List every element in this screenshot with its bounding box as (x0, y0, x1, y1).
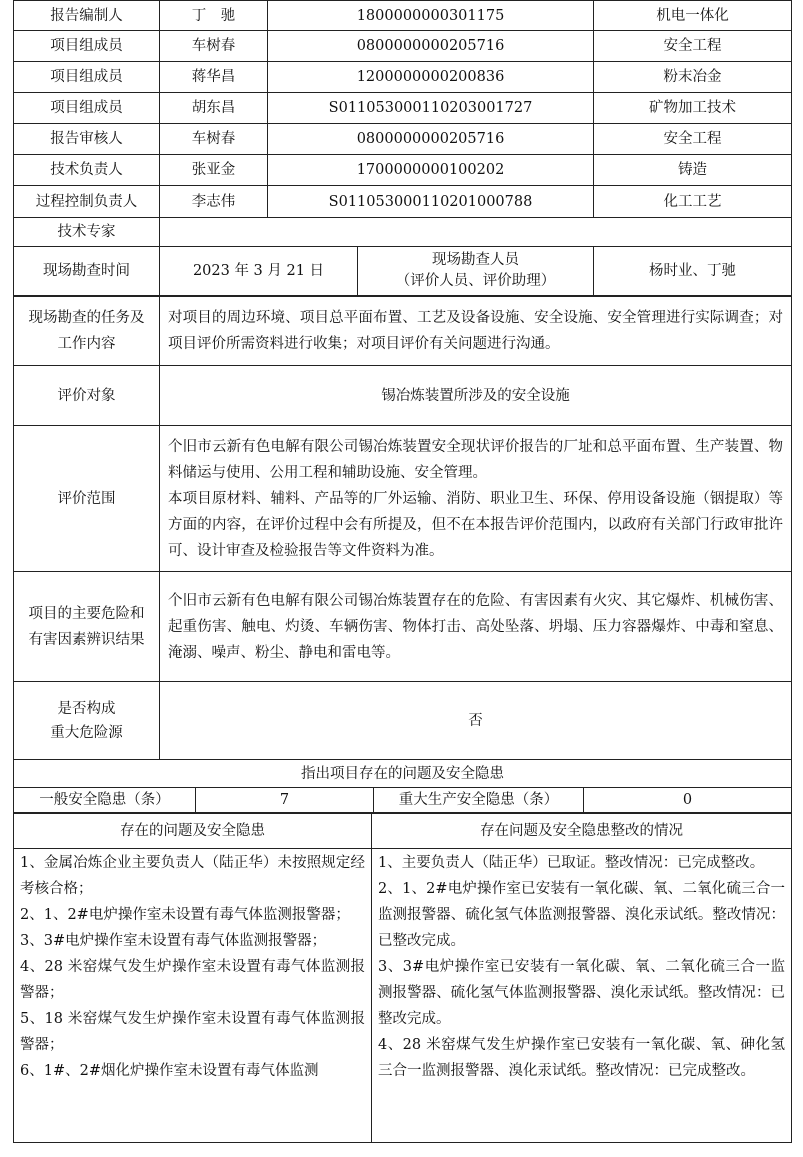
survey-staff-label-line1: 现场勘查人员 (432, 252, 519, 268)
role-cell: 项目组成员 (14, 62, 160, 93)
hazards-content: 个旧市云新有色电解有限公司锡冶炼装置存在的危险、有害因素有火灾、其它爆炸、机械伤害、起重伤害、触电、灼烫、车辆伤害、物体打击、高处坠落、坍塌、压力容器爆炸、中毒和窒息、淹溺、噪声、粉尘、静电和雷电等。 (160, 572, 792, 682)
role-cell: 报告编制人 (14, 1, 160, 31)
object-row (14, 366, 792, 426)
survey-time-label: 现场勘查时间 (14, 246, 160, 296)
scope-row (14, 426, 792, 572)
major-cell: 安全工程 (594, 124, 792, 155)
issues-left-header: 存在的问题及安全隐患 (14, 813, 372, 849)
personnel-row (14, 1, 792, 31)
scope-paragraph-2: 本项目原材料、辅料、产品等的厂外运输、消防、职业卫生、环保、停用设备设施（铟提取）等方面的内容，在评价过程中会有所提及，但不在本报告评价范围内，以政府有关部门行政审批许可、设计审查及检验报告等文件资料为准。 (168, 490, 783, 559)
issues-table (13, 812, 792, 1143)
rectification-item: 1、主要负责人（陆正华）已取证。整改情况：已完成整改。 (378, 855, 765, 871)
cert-cell: 1200000000200836 (268, 62, 594, 93)
major-cell: 粉末冶金 (594, 62, 792, 93)
counts-table (13, 787, 792, 814)
rectification-item: 3、3#电炉操作室已安装有一氧化碳、氧、二氧化硫三合一监测报警器、硫化氢气体监测报警器、溴化汞试纸。整改情况：已整改完成。 (378, 959, 785, 1027)
name-cell: 张亚金 (160, 155, 268, 186)
name-cell: 丁 驰 (160, 1, 268, 31)
role-cell: 项目组成员 (14, 31, 160, 62)
scope-label: 评价范围 (14, 426, 160, 572)
name-cell: 李志伟 (160, 186, 268, 218)
major-cell: 机电一体化 (594, 1, 792, 31)
personnel-row (14, 155, 792, 186)
task-row (14, 296, 792, 366)
role-cell: 技术负责人 (14, 155, 160, 186)
name-cell: 车树春 (160, 124, 268, 155)
hazards-label: 项目的主要危险和有害因素辨识结果 (14, 572, 160, 682)
expert-label: 技术专家 (14, 218, 160, 247)
issue-item: 4、28 米窑煤气发生炉操作室未设置有毒气体监测报警器； (20, 959, 365, 1001)
major-source-label-line2: 重大危险源 (50, 724, 123, 741)
expert-value (160, 218, 792, 247)
issue-item: 3、3#电炉操作室未设置有毒气体监测报警器； (20, 933, 327, 949)
survey-table (13, 246, 792, 297)
cert-cell: S011053000110203001727 (268, 93, 594, 124)
cert-cell: S011053000110201000788 (268, 186, 594, 218)
survey-row (14, 246, 792, 296)
role-cell: 过程控制负责人 (14, 186, 160, 218)
issues-columns-row (14, 813, 792, 849)
issues-header-row (14, 760, 792, 788)
survey-staff-label (358, 246, 594, 296)
report-page (13, 0, 791, 1143)
major-cell: 化工工艺 (594, 186, 792, 218)
major-cell: 安全工程 (594, 31, 792, 62)
major-hazard-count: 0 (584, 787, 792, 813)
expert-row (14, 218, 792, 247)
personnel-row (14, 31, 792, 62)
cert-cell: 0800000000205716 (268, 31, 594, 62)
major-cell: 矿物加工技术 (594, 93, 792, 124)
survey-time-value: 2023 年 3 月 21 日 (160, 246, 358, 296)
name-cell: 车树春 (160, 31, 268, 62)
issue-item: 5、18 米窑煤气发生炉操作室未设置有毒气体监测报警器； (20, 1011, 365, 1053)
personnel-row (14, 62, 792, 93)
name-cell: 胡东昌 (160, 93, 268, 124)
personnel-row (14, 186, 792, 218)
major-source-value: 否 (160, 682, 792, 760)
cert-cell: 1700000000100202 (268, 155, 594, 186)
role-cell: 报告审核人 (14, 124, 160, 155)
survey-staff-value: 杨时业、丁驰 (594, 246, 792, 296)
scope-content (160, 426, 792, 572)
object-content: 锡冶炼装置所涉及的安全设施 (160, 366, 792, 426)
scope-paragraph-1: 个旧市云新有色电解有限公司锡冶炼装置安全现状评价报告的厂址和总平面布置、生产装置、物料储运与使用、公用工程和辅助设施、安全管理。 (168, 438, 783, 481)
major-source-label (14, 682, 160, 760)
cert-cell: 0800000000205716 (268, 124, 594, 155)
issues-right-header: 存在问题及安全隐患整改的情况 (372, 813, 792, 849)
hazards-row (14, 572, 792, 682)
detail-table (13, 295, 792, 788)
personnel-table (13, 0, 792, 247)
object-label: 评价对象 (14, 366, 160, 426)
task-label: 现场勘查的任务及工作内容 (14, 296, 160, 366)
role-cell: 项目组成员 (14, 93, 160, 124)
rectification-item: 2、1、2#电炉操作室已安装有一氧化碳、氧、二氧化硫三合一监测报警器、硫化氢气体监测报警器、溴化汞试纸。整改情况：已整改完成。 (378, 881, 785, 949)
issues-header: 指出项目存在的问题及安全隐患 (14, 760, 792, 788)
general-hazard-label: 一般安全隐患（条） (14, 787, 196, 813)
survey-staff-label-line2: （评价人员、评价助理） (395, 273, 556, 289)
issues-right-list (372, 849, 792, 1143)
major-source-row (14, 682, 792, 760)
name-cell: 蒋华昌 (160, 62, 268, 93)
major-cell: 铸造 (594, 155, 792, 186)
major-source-label-line1: 是否构成 (57, 700, 116, 717)
task-content: 对项目的周边环境、项目总平面布置、工艺及设备设施、安全设施、安全管理进行实际调查；对项目评价所需资料进行收集；对项目评价有关问题进行沟通。 (160, 296, 792, 366)
issue-item: 1、金属冶炼企业主要负责人（陆正华）未按照规定经考核合格； (20, 855, 365, 897)
personnel-row (14, 93, 792, 124)
major-hazard-label: 重大生产安全隐患（条） (374, 787, 584, 813)
cert-cell: 1800000000301175 (268, 1, 594, 31)
personnel-row (14, 124, 792, 155)
counts-row (14, 787, 792, 813)
issues-content-row (14, 849, 792, 1143)
issues-left-list (14, 849, 372, 1143)
issue-item: 6、1#、2#烟化炉操作室未设置有毒气体监测 (20, 1063, 319, 1079)
issue-item: 2、1、2#电炉操作室未设置有毒气体监测报警器； (20, 907, 350, 923)
rectification-item: 4、28 米窑煤气发生炉操作室已安装有一氧化碳、氧、砷化氢三合一监测报警器、溴化汞试纸。整改情况：已完成整改。 (378, 1037, 785, 1079)
general-hazard-count: 7 (196, 787, 374, 813)
